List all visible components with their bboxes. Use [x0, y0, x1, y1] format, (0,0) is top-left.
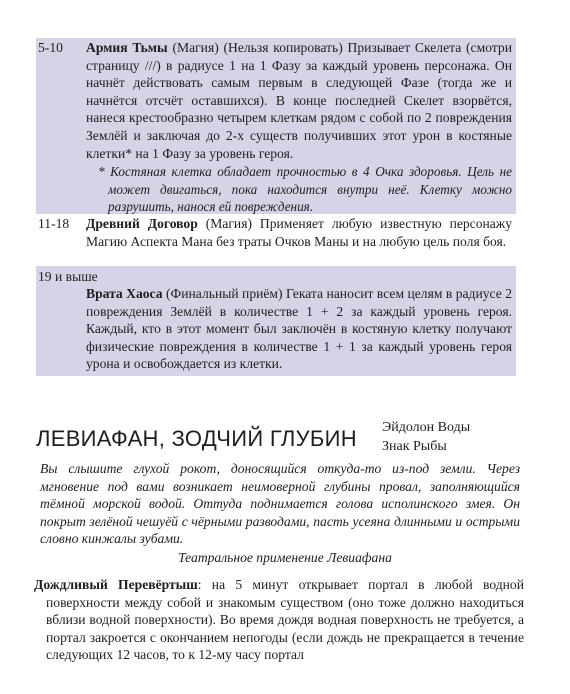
ability-paragraph	[34, 576, 524, 664]
roll-range: 11-18	[38, 216, 70, 231]
ability-name: Армия Тьмы	[86, 40, 168, 55]
ability-text: : на 5 минут открывает портал в любой водной поверхности между собой и знакомым существом (оно тоже должно находиться вблизи водной поверхности). Во время дождя водная поверхность не требуется, а портал закроется с окончанием непогоды (если дождь не прекращается в течение следующих 12 часов, то к 12-му часу портал	[46, 577, 524, 663]
table-row	[36, 214, 516, 260]
ability-text: (Финальный приём) Геката наносит всем целям в радиусе 2 повреждения Землёй в количестве 1 + 2 за каждый уровень героя. Каждый, кто в этот момент был заключён в костяную клетку получают физические повреждения в количестве 1 + 1 за каждый уровень героя урона и освобождается из клетки.	[86, 286, 512, 372]
ability-description	[86, 215, 512, 250]
roll-range: 5-10	[38, 40, 63, 55]
ability-text: (Магия) (Нельзя копировать) Призывает Скелета (смотри страницу ///) в радиусе 1 на 1 Фазу за каждый уровень персонажа. Он начнёт действовать самым первым в следующей Фазе (тогда же и начнётся отсчёт оставшихся). В конце последней Скелет взорвётся, нанеся крестообразно четырем клеткам рядом с собой по 2 повреждения Землёй и заключая до 2-х существ получивших этот урон в костяные клетки* на 1 Фазу за уровень героя.	[86, 40, 512, 161]
section-meta	[382, 418, 470, 456]
ability-description	[86, 39, 512, 216]
subsection-title: Театральное применение Левиафана	[178, 550, 392, 565]
ability-name: Врата Хаоса	[86, 286, 163, 301]
table-row	[36, 38, 516, 214]
ability-footnote: * Костяная клетка обладает прочностью в 4 Очка здоровья. Цель не может двигаться, пока находится внутри неё. Клетку можно разрушить, нанося ей повреждения.	[98, 164, 512, 215]
ability-text: (Магия) Применяет любую известную персонажу Магию Аспекта Мана без траты Очков Маны и на любую цель поля боя.	[86, 216, 512, 249]
zodiac-sign: Знак Рыбы	[382, 439, 447, 454]
eidolon-type: Эйдолон Воды	[382, 420, 471, 435]
table-row	[36, 266, 516, 376]
ability-name: Дождливый Перевёртыш	[34, 577, 198, 592]
ability-name: Древний Договор	[86, 216, 198, 231]
intro-paragraph: Вы слышите глухой рокот, доносящийся откуда-то из-под земли. Через мгновение под вами возникает неимоверной глубины провал, заполняющийся тёмной морской водой. Оттуда поднимается голова исполинского змея. Он покрыт зелёной чешуёй с чёрными разводами, пасть усеяна длинными и острыми словно кинжалы зубами.	[40, 461, 520, 547]
ability-description	[86, 285, 512, 373]
ability-table	[36, 38, 516, 376]
section-title: ЛЕВИАФАН, ЗОДЧИЙ ГЛУБИН	[36, 426, 357, 451]
section-heading	[36, 418, 516, 458]
roll-range: 19 и выше	[38, 269, 98, 284]
